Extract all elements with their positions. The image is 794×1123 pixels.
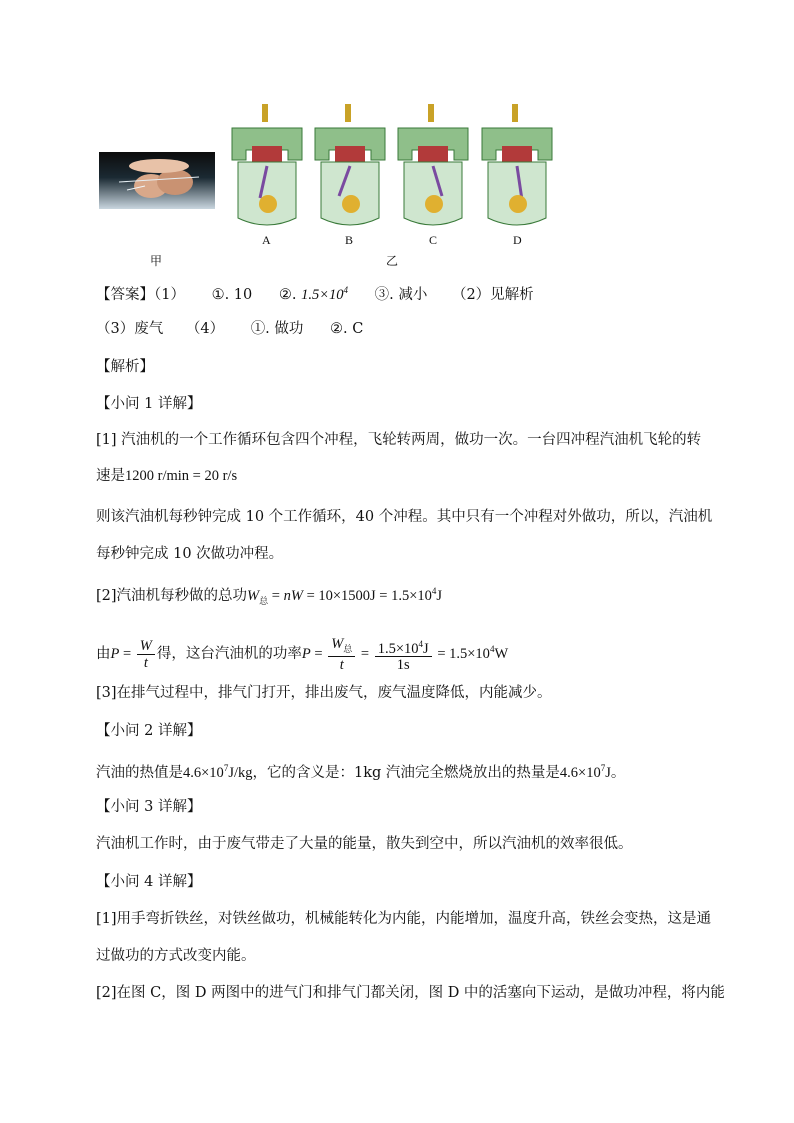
answer-item-4-1: ①. 做功 [250,321,304,337]
q3-paragraph-1: 汽油机工作时，由于废气带走了大量的能量，散失到空中，所以汽油机的效率很低。 [96,836,633,852]
answer-part-2: （2）见解析 [451,286,534,303]
q2-paragraph-1-text-a: 汽油的热值是 [96,764,183,781]
engine-diagram-c [394,100,472,232]
figure-caption-yi: 乙 [386,254,399,268]
q1-paragraph-3-text: [2]汽油机每秒做的总功 [96,587,248,604]
q1-paragraph-1a: [1] 汽油机的一个工作循环包含四个冲程，飞轮转两周，做功一次。一台四冲程汽油机飞轮的转 [96,432,702,448]
q2-heat-value: $4.6\times 10^7J/kg$ [183,763,253,781]
q4-paragraph-2: [2]在图 C，图 D 两图中的进气门和排气门都关闭，图 D 中的活塞向下运动，是做功冲程，将内能 [96,985,725,1001]
answer-part-3: （3）废气 [96,321,164,337]
hands-bending-wire-photo [99,152,215,209]
q1-power-formula: P = $\frac{W}{t}$ [111,646,157,662]
answer-label: 【答案】 [96,286,154,303]
engine-label-b: B [345,233,354,247]
q2-heading: 【小问 2 详解】 [96,723,202,739]
engine-label-a: A [262,233,271,247]
q2-paragraph-1-text-c: 。 [610,764,626,781]
answer-item-4-2: ②. C [330,321,364,337]
q1-paragraph-3 [96,581,442,611]
answer-line-1 [96,280,534,305]
engine-label-d: D [513,233,522,247]
engine-diagram-b [311,100,389,232]
answer-item-1-3: ③. 减小 [374,286,428,303]
analysis-heading: 【解析】 [96,359,154,375]
answer-value-power: $1.5\times 10^4$ [301,285,349,303]
answer-part-4: （4） [185,321,225,337]
q4-paragraph-1b: 过做功的方式改变内能。 [96,948,256,964]
q2-heat-amount: $4.6\times 10^7J$ [559,763,611,781]
engine-label-c: C [429,233,438,247]
answer-item-1-2: ②. [278,286,297,303]
answer-part-1: （1） [154,286,185,303]
q1-paragraph-4-text-b: 得，这台汽油机的功率 [156,645,302,662]
q4-paragraph-1a: [1]用手弯折铁丝，对铁丝做功，机械能转化为内能，内能增加，温度升高，铁丝会变热，这是通 [96,911,712,927]
q1-power-equation: P = $\frac{W_总}{t}$ = $\frac{1.5\times 10^4J}{1s}$ = $1.5\times 10^4W$ [301,635,509,674]
engine-diagram-d [478,100,556,232]
answer-item-1-1: ①. 10 [211,286,253,303]
q2-paragraph-1-text-b: ，它的含义是：1kg 汽油完全燃烧放出的热量是 [252,764,560,781]
answer-line-2 [96,319,363,339]
engine-diagram-a [228,100,306,232]
q1-paragraph-1b [96,466,237,486]
q1-paragraph-5: [3]在排气过程中，排气门打开，排出废气，废气温度降低，内能减少。 [96,685,552,701]
q1-paragraph-2b: 每秒钟完成 10 次做功冲程。 [96,546,284,562]
q1-work-equation: $W_总$ = nW = $10\times 1500J = 1.5\times 10^4J$ [247,586,443,606]
q3-heading: 【小问 3 详解】 [96,799,202,815]
q1-rpm-equation: 1200 r/min = 20 r/s [125,468,238,484]
q1-paragraph-2a: 则该汽油机每秒钟完成 10 个工作循环，40 个冲程。其中只有一个冲程对外做功，所以，汽油机 [96,509,713,525]
q1-paragraph-4 [96,632,508,673]
q4-heading: 【小问 4 详解】 [96,874,202,890]
q1-paragraph-1b-text: 速是 [96,468,125,484]
q2-paragraph-1 [96,758,625,783]
figure-caption-jia: 甲 [150,254,163,268]
q1-paragraph-4-text-a: 由 [96,645,111,662]
q1-heading: 【小问 1 详解】 [96,396,202,412]
